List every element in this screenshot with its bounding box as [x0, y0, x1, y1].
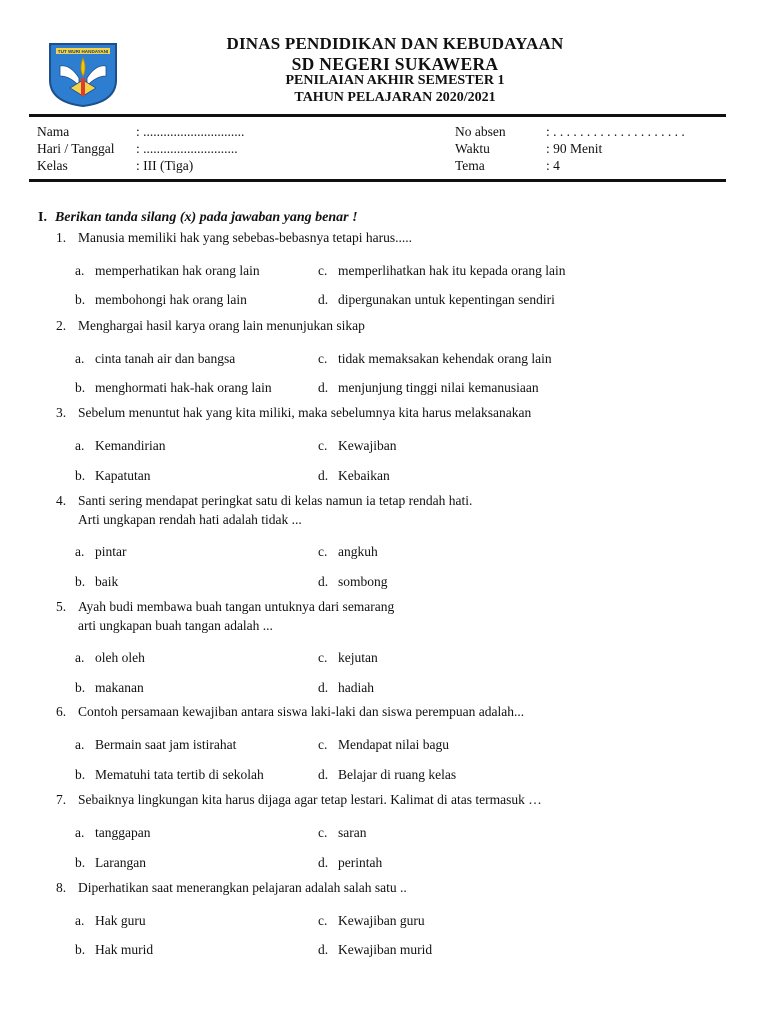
answer-option[interactable]	[318, 351, 552, 367]
answer-option[interactable]	[318, 767, 456, 783]
no-absen-label: No absen	[455, 124, 506, 139]
header-assessment: PENILAIAN AKHIR SEMESTER 1	[285, 73, 505, 88]
answer-option[interactable]	[75, 263, 260, 279]
section-instruction	[38, 210, 358, 226]
option-letter: c.	[318, 263, 328, 278]
option-text: Hak guru	[95, 913, 146, 928]
option-text: cinta tanah air dan bangsa	[95, 351, 236, 366]
option-letter: c.	[318, 438, 328, 453]
option-letter: c.	[318, 544, 328, 559]
answer-option[interactable]	[75, 737, 236, 753]
answer-option[interactable]	[318, 650, 378, 666]
option-text: Kebaikan	[338, 468, 390, 483]
option-letter: b.	[75, 855, 86, 870]
header-rule-top	[29, 114, 726, 117]
question	[56, 790, 542, 809]
option-text: sombong	[338, 574, 388, 589]
option-text: Kewajiban guru	[338, 913, 425, 928]
option-text: Kemandirian	[95, 438, 166, 453]
answer-option[interactable]	[75, 292, 247, 308]
option-text: membohongi hak orang lain	[95, 292, 247, 307]
option-letter: c.	[318, 913, 328, 928]
option-text: pintar	[95, 544, 127, 559]
tema-value: : 4	[546, 158, 560, 173]
question	[56, 316, 365, 335]
answer-option[interactable]	[318, 574, 388, 590]
answer-option[interactable]	[318, 855, 382, 871]
answer-option[interactable]	[318, 468, 390, 484]
answer-option[interactable]	[75, 650, 145, 666]
answer-option[interactable]	[75, 767, 264, 783]
question-text: Sebaiknya lingkungan kita harus dijaga agar tetap lestari. Kalimat di atas termasuk …	[78, 792, 542, 807]
no-absen-field[interactable]: : . . . . . . . . . . . . . . . . . . . .	[546, 124, 685, 139]
option-text: memperlihatkan hak itu kepada orang lain	[338, 263, 566, 278]
waktu-value: : 90 Menit	[546, 141, 603, 156]
option-letter: b.	[75, 468, 86, 483]
answer-option[interactable]	[75, 438, 165, 454]
answer-option[interactable]	[318, 680, 374, 696]
answer-option[interactable]	[75, 680, 144, 696]
option-letter: a.	[75, 544, 85, 559]
option-text: menjunjung tinggi nilai kemanusiaan	[338, 380, 539, 395]
option-letter: a.	[75, 438, 85, 453]
option-letter: a.	[75, 351, 85, 366]
question-text: Santi sering mendapat peringkat satu di kelas namun ia tetap rendah hati.	[78, 493, 473, 508]
option-letter: c.	[318, 825, 328, 840]
question	[56, 878, 407, 897]
question-number: 7.	[56, 792, 67, 807]
option-letter: c.	[318, 737, 328, 752]
option-letter: b.	[75, 380, 86, 395]
option-text: saran	[338, 825, 367, 840]
option-text: Bermain saat jam istirahat	[95, 737, 237, 752]
option-letter: d.	[318, 292, 329, 307]
question-number: 4.	[56, 493, 67, 508]
option-letter: c.	[318, 351, 328, 366]
question-number: 5.	[56, 599, 67, 614]
question-number: 8.	[56, 880, 67, 895]
option-letter: d.	[318, 767, 329, 782]
answer-option[interactable]	[75, 913, 146, 929]
answer-option[interactable]	[318, 292, 555, 308]
option-letter: a.	[75, 263, 85, 278]
waktu-label: Waktu	[455, 141, 490, 156]
question-number: 6.	[56, 704, 67, 719]
option-text: dipergunakan untuk kepentingan sendiri	[338, 292, 555, 307]
question-text-continued: arti ungkapan buah tangan adalah ...	[78, 618, 273, 633]
answer-option[interactable]	[75, 351, 235, 367]
question-text: Sebelum menuntut hak yang kita miliki, maka sebelumnya kita harus melaksanakan	[78, 405, 532, 420]
question	[56, 228, 412, 247]
option-letter: d.	[318, 855, 329, 870]
question	[56, 403, 531, 422]
option-text: menghormati hak-hak orang lain	[95, 380, 272, 395]
nama-field[interactable]: : ..............................	[136, 124, 245, 139]
option-text: Kewajiban murid	[338, 942, 433, 957]
option-letter: a.	[75, 913, 85, 928]
answer-option[interactable]	[318, 825, 366, 841]
option-letter: a.	[75, 737, 85, 752]
option-text: memperhatikan hak orang lain	[95, 263, 260, 278]
option-text: hadiah	[338, 680, 374, 695]
question-number: 2.	[56, 318, 67, 333]
answer-option[interactable]	[75, 855, 146, 871]
answer-option[interactable]	[75, 942, 153, 958]
question	[56, 702, 524, 721]
option-letter: a.	[75, 650, 85, 665]
question-text: Contoh persamaan kewajiban antara siswa laki-laki dan siswa perempuan adalah...	[78, 704, 525, 719]
option-text: Hak murid	[95, 942, 154, 957]
header-year: TAHUN PELAJARAN 2020/2021	[294, 90, 496, 105]
option-text: oleh oleh	[95, 650, 145, 665]
kelas-value: : III (Tiga)	[136, 158, 194, 173]
header-school: SD NEGERI SUKAWERA	[291, 54, 499, 74]
option-text: Belajar di ruang kelas	[338, 767, 457, 782]
option-letter: d.	[318, 680, 329, 695]
answer-option[interactable]	[318, 737, 449, 753]
option-text: Kewajiban	[338, 438, 397, 453]
answer-option[interactable]	[318, 544, 378, 560]
option-text: Mendapat nilai bagu	[338, 737, 449, 752]
option-text: Larangan	[95, 855, 146, 870]
question-number: 3.	[56, 405, 67, 420]
answer-option[interactable]	[318, 438, 396, 454]
hari-tanggal-field[interactable]: : ............................	[136, 141, 238, 156]
option-text: tidak memaksakan kehendak orang lain	[338, 351, 552, 366]
answer-option[interactable]	[75, 825, 150, 841]
question-text: Menghargai hasil karya orang lain menunjukan sikap	[78, 318, 365, 333]
option-letter: d.	[318, 380, 329, 395]
option-letter: d.	[318, 574, 329, 589]
option-letter: b.	[75, 680, 86, 695]
question-text-continued: Arti ungkapan rendah hati adalah tidak ...	[78, 512, 302, 527]
svg-text:TUT WURI HANDAYANI: TUT WURI HANDAYANI	[57, 49, 109, 54]
nama-label: Nama	[37, 124, 70, 139]
answer-option[interactable]	[75, 544, 127, 560]
tema-label: Tema	[455, 158, 485, 173]
option-text: tanggapan	[95, 825, 151, 840]
option-text: kejutan	[338, 650, 378, 665]
option-letter: b.	[75, 767, 86, 782]
question-text: Ayah budi membawa buah tangan untuknya dari semarang	[78, 599, 395, 614]
option-letter: c.	[318, 650, 328, 665]
instruction-text: Berikan tanda silang (x) pada jawaban yang benar !	[54, 210, 358, 225]
option-text: Mematuhi tata tertib di sekolah	[95, 767, 264, 782]
answer-option[interactable]	[75, 574, 118, 590]
question-text: Manusia memiliki hak yang sebebas-bebasnya tetapi harus.....	[78, 230, 413, 245]
answer-option[interactable]	[318, 913, 425, 929]
answer-option[interactable]	[75, 380, 272, 396]
option-letter: b.	[75, 292, 86, 307]
section-number: I.	[38, 210, 47, 225]
header-rule-bottom	[29, 179, 726, 182]
question-text: Diperhatikan saat menerangkan pelajaran adalah salah satu ..	[78, 880, 407, 895]
answer-option[interactable]	[75, 468, 150, 484]
answer-option[interactable]	[318, 942, 432, 958]
option-text: Kapatutan	[95, 468, 151, 483]
question	[56, 597, 394, 635]
option-letter: d.	[318, 942, 329, 957]
option-letter: d.	[318, 468, 329, 483]
answer-option[interactable]	[318, 263, 566, 279]
option-text: makanan	[95, 680, 144, 695]
header-dinas: DINAS PENDIDIKAN DAN KEBUDAYAAN	[226, 34, 564, 53]
option-letter: a.	[75, 825, 85, 840]
tut-wuri-handayani-logo	[46, 40, 120, 108]
option-letter: b.	[75, 574, 86, 589]
question-number: 1.	[56, 230, 67, 245]
option-text: angkuh	[338, 544, 378, 559]
option-text: perintah	[338, 855, 383, 870]
option-text: baik	[95, 574, 119, 589]
answer-option[interactable]	[318, 380, 539, 396]
option-letter: b.	[75, 942, 86, 957]
question	[56, 491, 472, 529]
kelas-label: Kelas	[37, 158, 68, 173]
hari-tanggal-label: Hari / Tanggal	[37, 141, 115, 156]
